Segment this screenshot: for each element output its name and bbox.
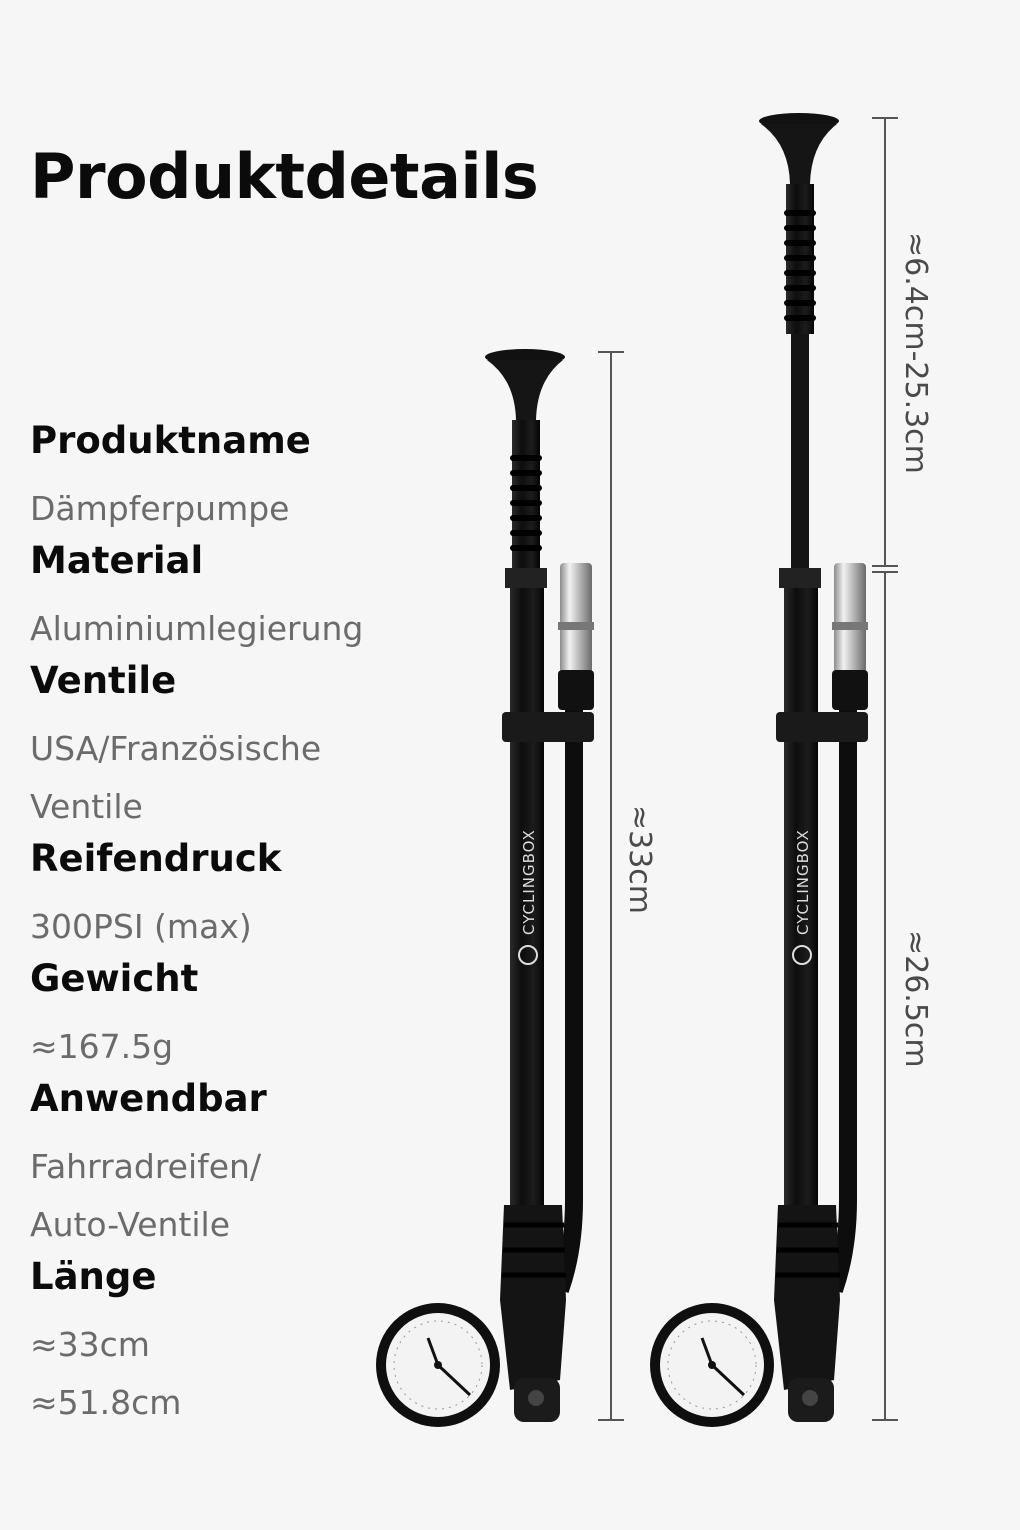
- dimension-label-extension: ≈6.4cm-25.3cm: [898, 232, 933, 474]
- hose-clip: [776, 712, 868, 742]
- spec-value-line: ≈167.5g: [30, 1027, 174, 1066]
- hose-clip: [502, 712, 594, 742]
- pump-short: [376, 349, 657, 1427]
- foot-grip: [500, 1205, 566, 1390]
- dimension-line-extension: [872, 118, 898, 566]
- collar: [779, 568, 821, 588]
- brand-label: CYCLINGBOX: [794, 829, 812, 935]
- spec-label: Reifendruck: [30, 837, 282, 880]
- spec-label: Anwendbar: [30, 1077, 267, 1120]
- spec-value-line: Ventile: [30, 787, 143, 826]
- brand-label: CYCLINGBOX: [520, 829, 538, 935]
- handle-top: [487, 360, 563, 420]
- extension-rod: [791, 334, 809, 574]
- spec-value-line: Auto-Ventile: [30, 1205, 231, 1244]
- foot-grip: [774, 1205, 840, 1390]
- valve-head: [560, 563, 592, 673]
- dimension-line-short: [598, 352, 624, 1420]
- pump-long: [650, 113, 933, 1427]
- spec-label: Ventile: [30, 659, 177, 702]
- hose: [834, 700, 848, 1290]
- spec-label: Material: [30, 539, 204, 582]
- spec-value-line: ≈33cm: [30, 1325, 150, 1364]
- spec-value-line: USA/Französische: [30, 729, 322, 768]
- spec-label: Gewicht: [30, 957, 199, 1000]
- spec-label: Länge: [30, 1255, 157, 1298]
- spec-value-line: Fahrradreifen/: [30, 1147, 262, 1186]
- spec-value-line: Aluminiumlegierung: [30, 609, 364, 648]
- handle-top: [761, 124, 837, 184]
- hose: [560, 700, 574, 1290]
- spec-label: Produktname: [30, 419, 311, 462]
- spec-value-line: 300PSI (max): [30, 907, 252, 946]
- spec-value-line: ≈51.8cm: [30, 1383, 182, 1422]
- valve-connector: [832, 670, 868, 710]
- valve-connector: [558, 670, 594, 710]
- dimension-label-short: ≈33cm: [622, 805, 657, 915]
- dimension-line-body: [872, 572, 898, 1420]
- dimension-label-body: ≈26.5cm: [898, 930, 933, 1068]
- collar: [505, 568, 547, 588]
- page-title: Produktdetails: [30, 140, 539, 213]
- spec-value-line: Dämpferpumpe: [30, 489, 290, 528]
- valve-head: [834, 563, 866, 673]
